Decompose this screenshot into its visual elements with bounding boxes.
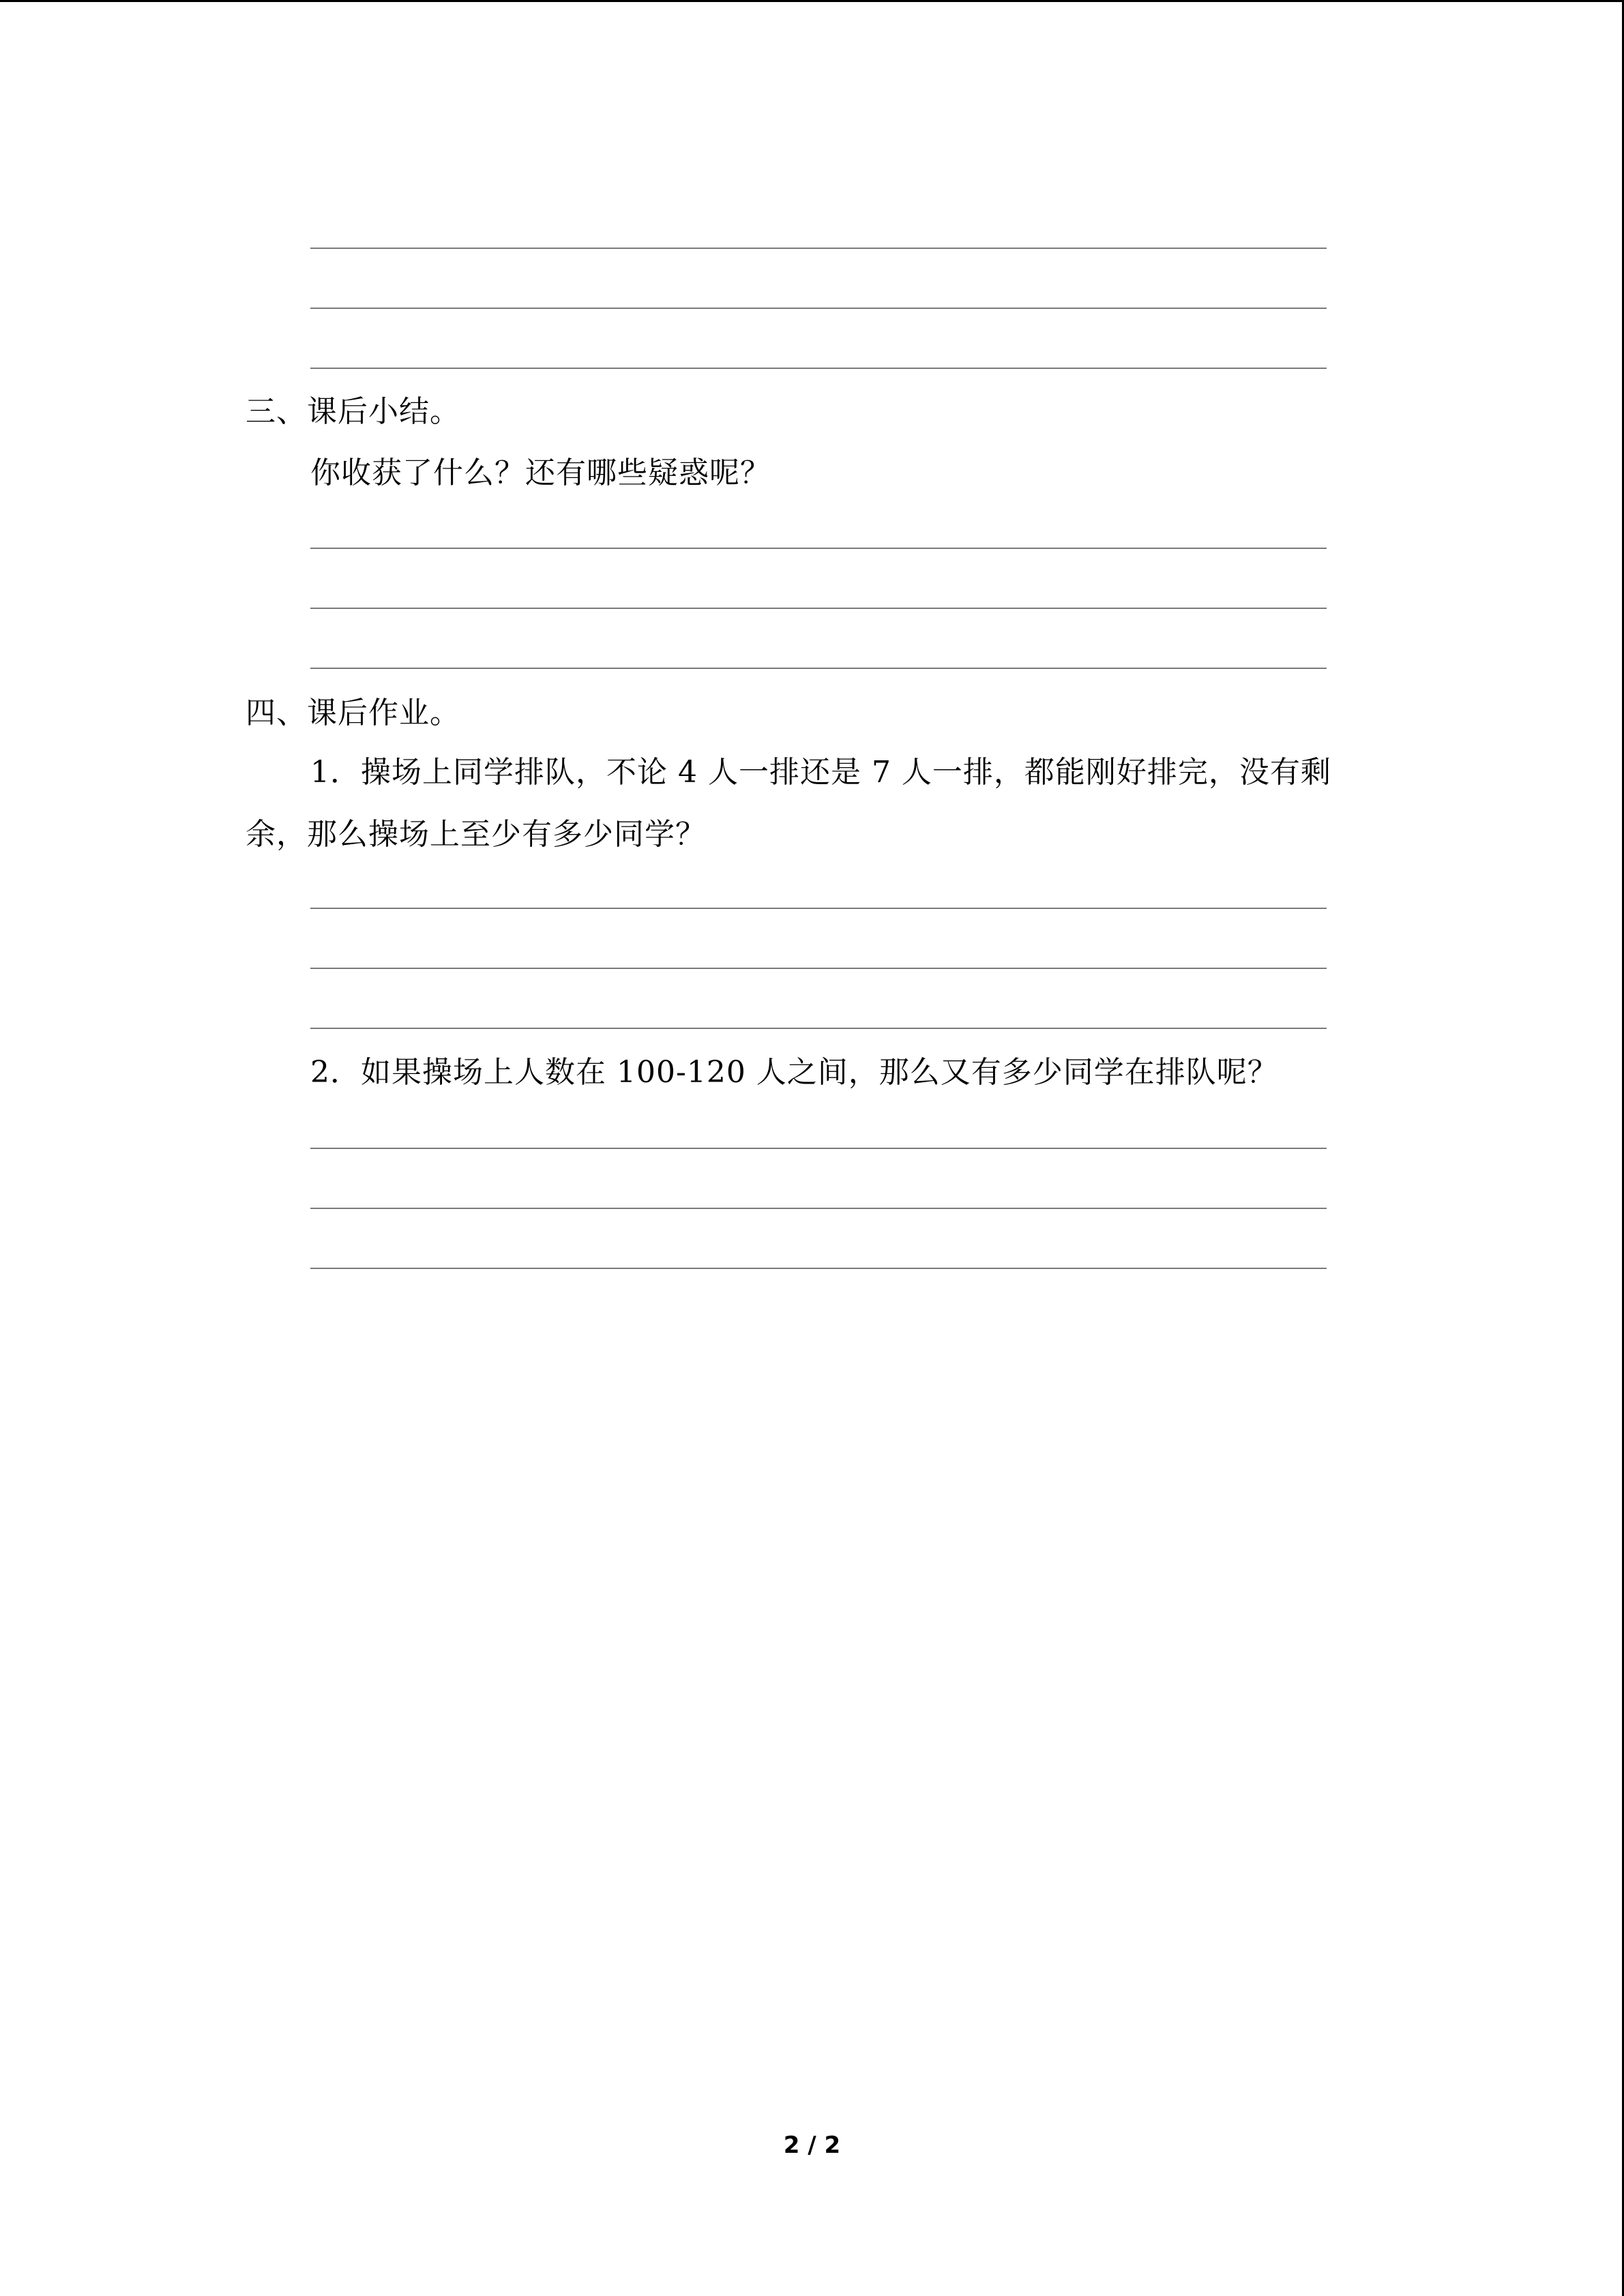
answer-line[interactable] (310, 668, 1327, 669)
answer-line[interactable] (310, 1208, 1327, 1209)
answer-line[interactable] (310, 368, 1327, 369)
answer-line[interactable] (310, 908, 1327, 909)
answer-line[interactable] (310, 308, 1327, 309)
page-number: 2 / 2 (783, 2132, 841, 2159)
answer-line[interactable] (310, 1028, 1327, 1029)
answer-line[interactable] (310, 968, 1327, 969)
section-4-heading: 四、课后作业。 (246, 696, 460, 730)
question-1-line-2: 余，那么操场上至少有多少同学？ (246, 817, 706, 852)
answer-line[interactable] (310, 1268, 1327, 1269)
page-top-border (0, 0, 1624, 2)
answer-line[interactable] (310, 1148, 1327, 1149)
answer-line[interactable] (310, 548, 1327, 549)
section-3-heading: 三、课后小结。 (246, 394, 460, 429)
answer-line[interactable] (310, 248, 1327, 249)
section-3-prompt: 你收获了什么？还有哪些疑惑呢？ (310, 456, 771, 490)
question-1-line-1: 1．操场上同学排队，不论 4 人一排还是 7 人一排，都能刚好排完，没有剩 (310, 755, 1331, 790)
question-2: 2．如果操场上人数在 100-120 人之间，那么又有多少同学在排队呢？ (310, 1055, 1278, 1090)
answer-line[interactable] (310, 608, 1327, 609)
